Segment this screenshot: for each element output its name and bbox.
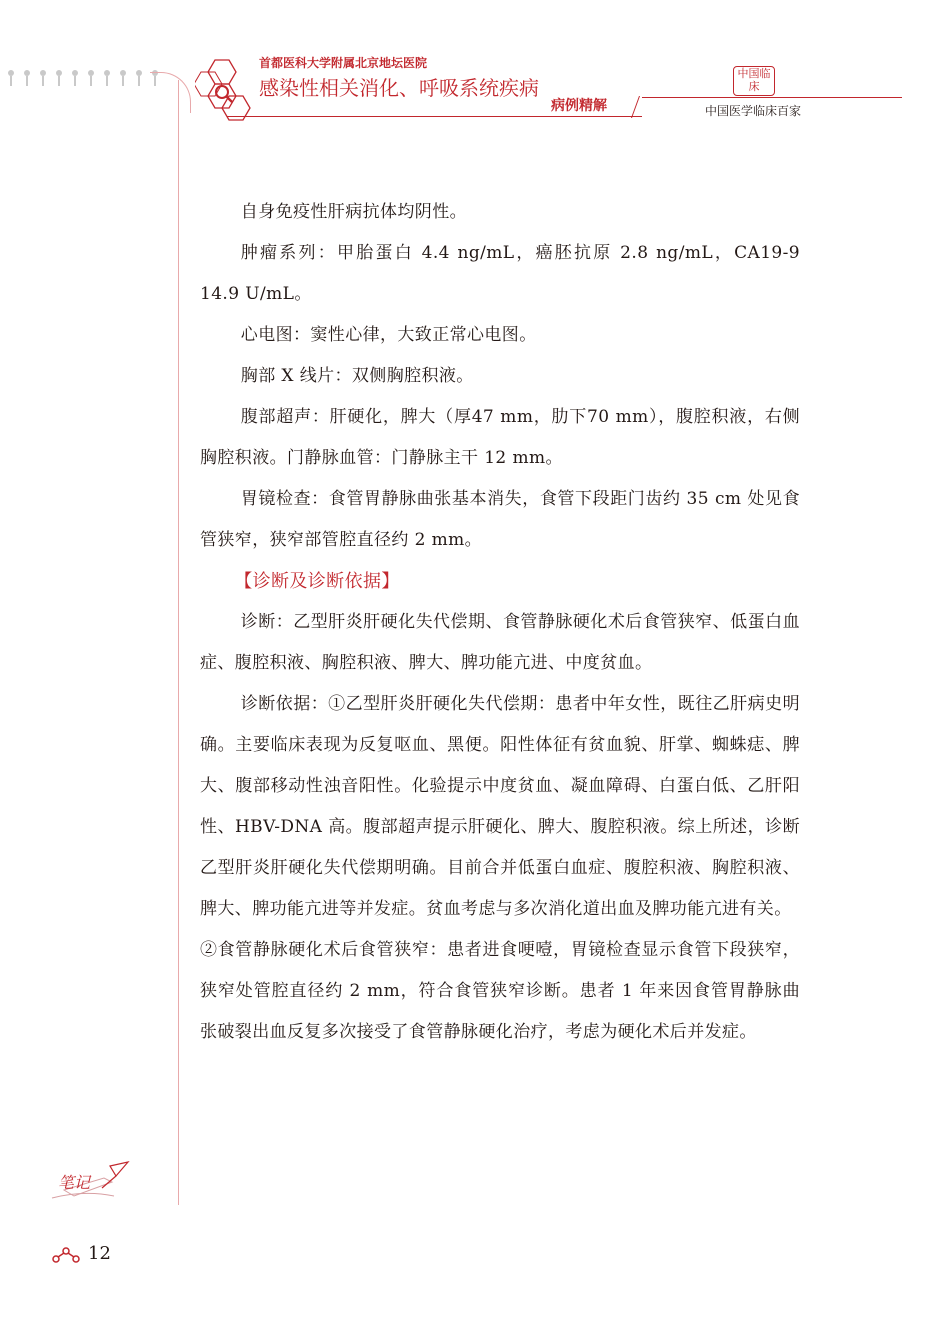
header-rule-slant — [631, 96, 640, 118]
margin-curve — [150, 72, 191, 113]
page-body — [200, 192, 800, 1053]
series-title: 感染性相关消化、呼吸系统疾病 — [259, 76, 539, 100]
paragraph-tumor-markers: 肿瘤系列：甲胎蛋白 4.4 ng/mL，癌胚抗原 2.8 ng/mL，CA19-9 14.9 U/mL。 — [200, 243, 800, 304]
notes-label: 笔记 — [58, 1173, 91, 1192]
series-subtitle: 病例精解 — [551, 98, 607, 114]
brand-name: 中国医学临床百家 — [705, 104, 802, 118]
running-header — [195, 52, 915, 122]
paragraph-ecg: 心电图：窦性心律，大致正常心电图。 — [240, 325, 537, 345]
seal-logo: 中国临床 — [733, 66, 775, 96]
molecule-icon — [52, 1245, 82, 1265]
paragraph-ultrasound: 腹部超声：肝硬化，脾大（厚47 mm，肋下70 mm），腹腔积液，右侧胸腔积液。门静脉血管：门静脉主干 12 mm。 — [200, 407, 800, 468]
paragraph-autoimmune: 自身免疫性肝病抗体均阴性。 — [240, 202, 467, 222]
paragraph-diagnosis-basis-2: ②食管静脉硬化术后食管狭窄：患者进食哽噎，胃镜检查显示食管下段狭窄，狭窄处管腔直径约 2 mm，符合食管狭窄诊断。患者 1 年来因食管胃静脉曲张破裂出血反复多次接受了食管静脉硬化治疗，考虑为硬化术后并发症。 — [200, 940, 800, 1042]
margin-line — [178, 80, 179, 1205]
paragraph-diagnosis-basis: 诊断依据：①乙型肝炎肝硬化失代偿期：患者中年女性，既往乙肝病史明确。主要临床表现为反复呕血、黑便。阳性体征有贫血貌、肝掌、蜘蛛痣、脾大、腹部移动性浊音阳性。化验提示中度贫血、凝血障碍、白蛋白低、乙肝阳性、HBV-DNA 高。腹部超声提示肝硬化、脾大、腹腔积液。综上所述，诊断乙型肝炎肝硬化失代偿期明确。目前合并低蛋白血症、腹腔积液、胸腔积液、脾大、脾功能亢进等并发症。贫血考虑与多次消化道出血及脾功能亢进有关。 — [200, 694, 800, 919]
paragraph-diagnosis: 诊断：乙型肝炎肝硬化失代偿期、食管静脉硬化术后食管狭窄、低蛋白血症、腹腔积液、胸腔积液、脾大、脾功能亢进、中度贫血。 — [200, 612, 800, 673]
header-rule — [227, 116, 642, 117]
notes-doodle — [44, 1160, 134, 1205]
page-number: 12 — [88, 1243, 111, 1264]
paragraph-chest-xray: 胸部 X 线片：双侧胸腔积液。 — [240, 366, 474, 386]
paragraph-endoscopy: 胃镜检查：食管胃静脉曲张基本消失，食管下段距门齿约 35 cm 处见食管狭窄，狭窄部管腔直径约 2 mm。 — [200, 489, 800, 550]
header-rule-right — [642, 97, 902, 98]
hospital-name: 首都医科大学附属北京地坛医院 — [259, 56, 428, 70]
section-heading: 【诊断及诊断依据】 — [234, 571, 400, 592]
